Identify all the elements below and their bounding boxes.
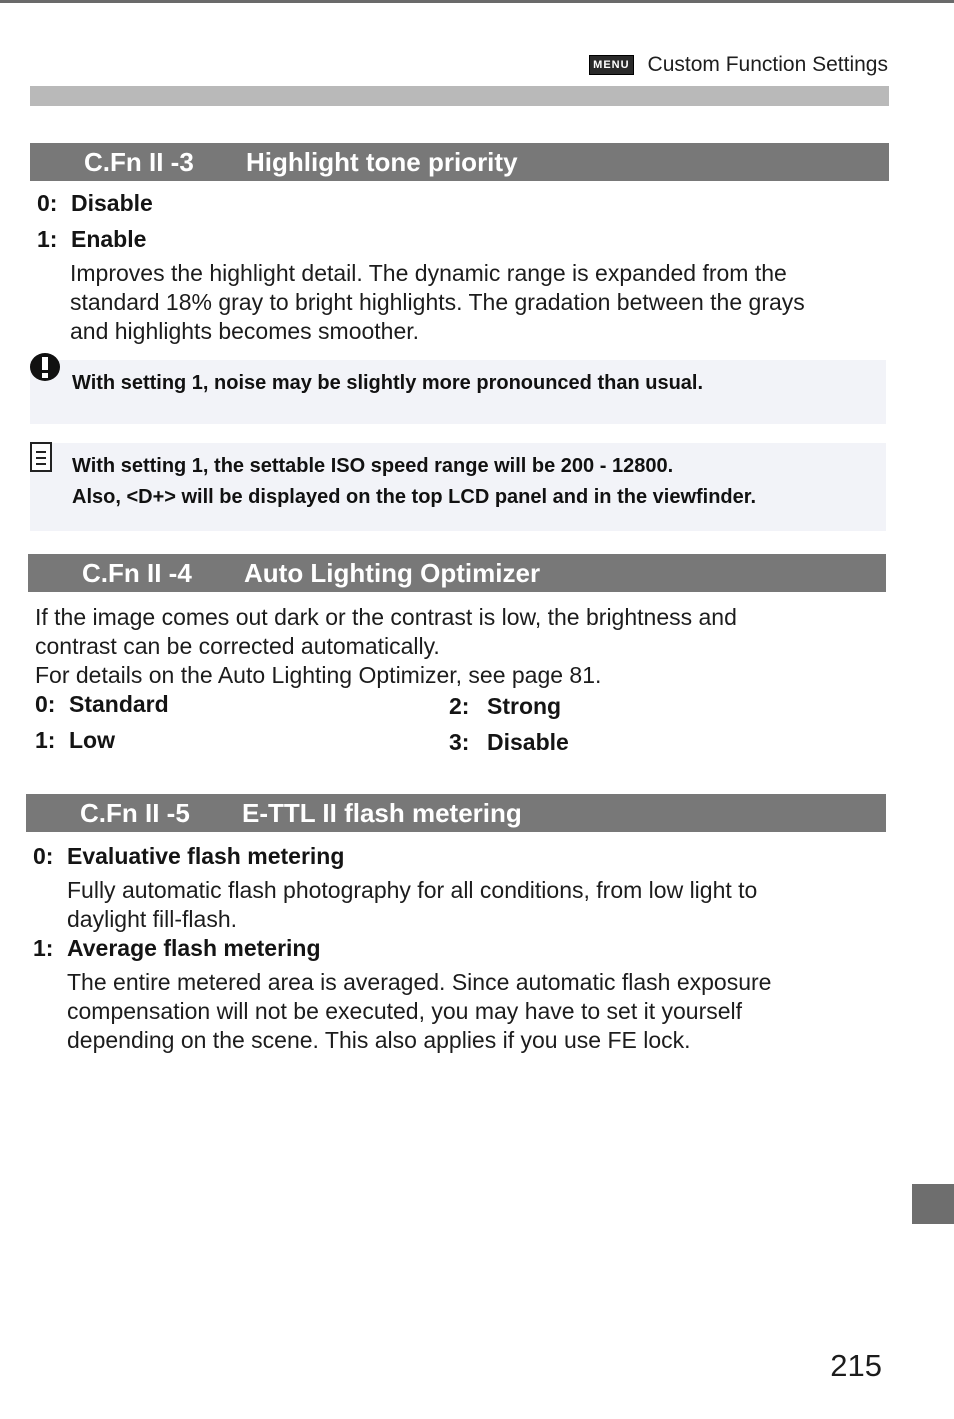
section-title: Highlight tone priority — [246, 146, 518, 177]
option-item: 0: Standard — [35, 691, 169, 717]
section-title: E-TTL II flash metering — [242, 797, 522, 828]
page-number: 215 — [830, 1348, 882, 1383]
header-title: Custom Function Settings — [647, 53, 888, 76]
cfn-number: C.Fn II -4 — [82, 557, 192, 588]
option-item: 0: Disable — [37, 190, 153, 216]
option-item: 0: Evaluative flash metering — [33, 843, 345, 869]
page-header — [589, 53, 888, 77]
option-item: 2: Strong — [449, 693, 562, 719]
option-description: Improves the highlight detail. The dynamic range is expanded from the standard 18% gray to bright highlights. The gradation between the grays and highlights becomes smoother. — [70, 260, 805, 344]
cfn-number: C.Fn II -5 — [80, 797, 190, 828]
top-border — [0, 0, 954, 3]
option-item: 1: Low — [35, 727, 115, 753]
cfn-number: C.Fn II -3 — [84, 146, 194, 177]
chapter-tab — [912, 1184, 954, 1224]
section-title-bar — [26, 794, 886, 832]
section-title-bar — [28, 554, 886, 592]
menu-icon: MENU — [589, 55, 633, 75]
memo-text: With setting 1, the settable ISO speed range will be 200 - 12800. Also, <D+> will be displayed on the top LCD panel and in the viewfinder. — [72, 455, 757, 508]
option-item: 3: Disable — [449, 729, 569, 755]
section-intro: If the image comes out dark or the contrast is low, the brightness and contrast can be corrected automatically. For details on the Auto Lighting Optimizer, see page 81. — [35, 604, 737, 688]
header-bar — [30, 86, 889, 106]
option-item: 1: Enable — [37, 226, 147, 252]
caution-text: With setting 1, noise may be slightly more pronounced than usual. — [72, 372, 704, 394]
section-title: Auto Lighting Optimizer — [244, 557, 541, 588]
memo-icon — [30, 442, 52, 472]
option-description: Fully automatic flash photography for all conditions, from low light to daylight fill-flash. — [67, 877, 758, 932]
caution-icon — [28, 350, 62, 392]
option-description: The entire metered area is averaged. Since automatic flash exposure compensation will not be executed, you may have to set it yourself depending on the scene. This also applies if you use FE lock. — [67, 969, 772, 1053]
section-title-bar — [30, 143, 889, 181]
option-item: 1: Average flash metering — [33, 935, 321, 961]
